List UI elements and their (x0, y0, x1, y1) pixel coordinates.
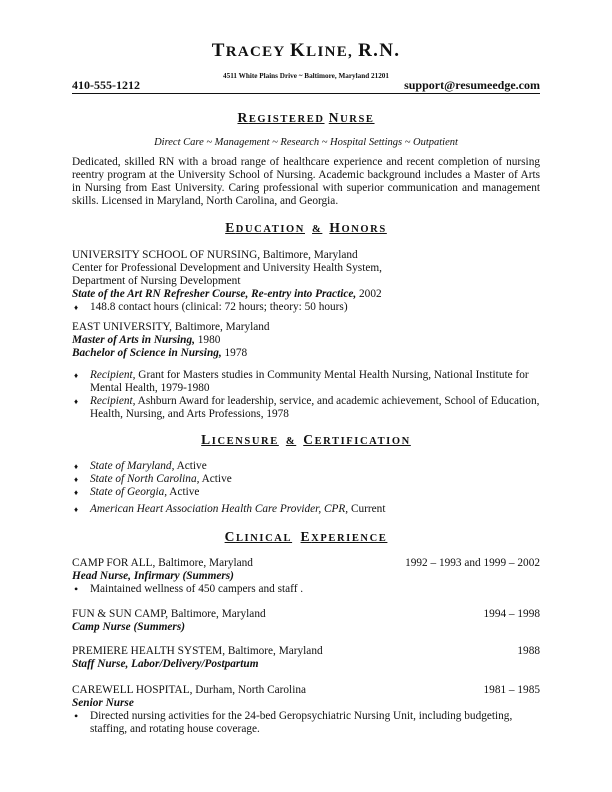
job-dates: 1981 – 1985 (483, 684, 540, 696)
job-entry (72, 557, 540, 596)
license-item: ♦ State of Maryland, Active (74, 460, 207, 472)
job-employer-row (72, 684, 540, 697)
licenses-list (72, 460, 540, 499)
diamond-icon: ♦ (74, 488, 79, 497)
job-dates: 1992 – 1993 and 1999 – 2002 (405, 557, 540, 569)
education-heading: EDUCATION & HONORS (225, 220, 387, 235)
honor-item: ♦ Recipient, Ashburn Award for leadership, service, and academic achievement, School of Education, Health, Nursing, and Arts Professions, 1978 (74, 395, 540, 420)
honors-list (72, 369, 540, 421)
education-school1 (72, 249, 540, 314)
school2-degree: Master of Arts in Nursing, 1980 (72, 334, 221, 346)
objective-heading: REGISTERED NURSE (237, 110, 375, 125)
school2-degree: Bachelor of Science in Nursing, 1978 (72, 347, 248, 359)
job-bullet: • Directed nursing activities for the 24-bed Geropsychiatric Nursing Unit, including budgeting, staffing, and rotating house coverage. (74, 709, 513, 735)
job-employer: CAMP FOR ALL, Baltimore, Maryland (72, 557, 253, 569)
bullet-icon: • (74, 709, 79, 723)
school1-line: Center for Professional Development and University Health System, (72, 262, 382, 274)
school1-program: State of the Art RN Refresher Course, Re-entry into Practice, 2002 (72, 288, 382, 300)
diamond-icon: ♦ (74, 462, 79, 471)
school1-bullet: ♦ 148.8 contact hours (clinical: 72 hours; theory: 50 hours) (74, 301, 348, 313)
job-employer-row (72, 608, 540, 621)
job-dates: 1994 – 1998 (483, 608, 540, 620)
summary-paragraph: Dedicated, skilled RN with a broad range of healthcare experience and recent completion of nursing reentry program at the University School of Nursing. Academic background includes a Master of Arts in Nursing from East University. Caring professional with superior communication and management skills. Licensed in Maryland, North Carolina, and Georgia. (72, 156, 540, 207)
honor-item: ♦ Recipient, Grant for Masters studies in Community Mental Health Nursing, National Institute for Mental Health, 1979-1980 (74, 369, 529, 394)
diamond-icon: ♦ (74, 475, 79, 484)
school2-line: EAST UNIVERSITY, Baltimore, Maryland (72, 321, 270, 333)
job-dates: 1988 (517, 645, 540, 657)
candidate-name: TRACEY KLINE, R.N. (211, 40, 401, 61)
diamond-icon: ♦ (74, 371, 79, 380)
job-employer: FUN & SUN CAMP, Baltimore, Maryland (72, 608, 266, 620)
job-title: Senior Nurse (72, 697, 134, 709)
job-bullet: • Maintained wellness of 450 campers and staff . (74, 582, 304, 596)
tagline: Direct Care ~ Management ~ Research ~ Hospital Settings ~ Outpatient (154, 137, 458, 148)
school1-line: UNIVERSITY SCHOOL OF NURSING, Baltimore, Maryland (72, 249, 358, 261)
contact-bar (72, 79, 540, 94)
job-entry (72, 608, 540, 634)
diamond-icon: ♦ (74, 505, 79, 514)
diamond-icon: ♦ (74, 303, 79, 312)
bullet-icon: • (74, 582, 79, 596)
job-title: Head Nurse, Infirmary (Summers) (72, 570, 234, 582)
job-employer-row (72, 557, 540, 570)
job-title: Camp Nurse (Summers) (72, 621, 185, 633)
job-title: Staff Nurse, Labor/Delivery/Postpartum (72, 658, 259, 670)
experience-heading: CLINICAL EXPERIENCE (224, 529, 388, 544)
license-item: ♦ State of North Carolina, Active (74, 473, 232, 485)
education-school2 (72, 321, 540, 360)
school1-line: Department of Nursing Development (72, 275, 241, 287)
licensure-heading: LICENSURE & CERTIFICATION (201, 432, 411, 447)
certification-item: ♦ American Heart Association Health Care Provider, CPR, Current (74, 503, 386, 515)
license-item: ♦ State of Georgia, Active (74, 486, 200, 498)
job-employer: CAREWELL HOSPITAL, Durham, North Carolina (72, 684, 306, 696)
certification (72, 503, 540, 516)
job-entry (72, 645, 540, 671)
diamond-icon: ♦ (74, 397, 79, 406)
job-employer-row (72, 645, 540, 658)
job-employer: PREMIERE HEALTH SYSTEM, Baltimore, Maryland (72, 645, 323, 657)
job-entry (72, 684, 540, 736)
address: 4511 White Plains Drive ~ Baltimore, Maryland 21201 (223, 72, 389, 80)
phone-number: 410-555-1212 (72, 78, 140, 92)
email-address[interactable]: support@resumeedge.com (404, 78, 540, 92)
